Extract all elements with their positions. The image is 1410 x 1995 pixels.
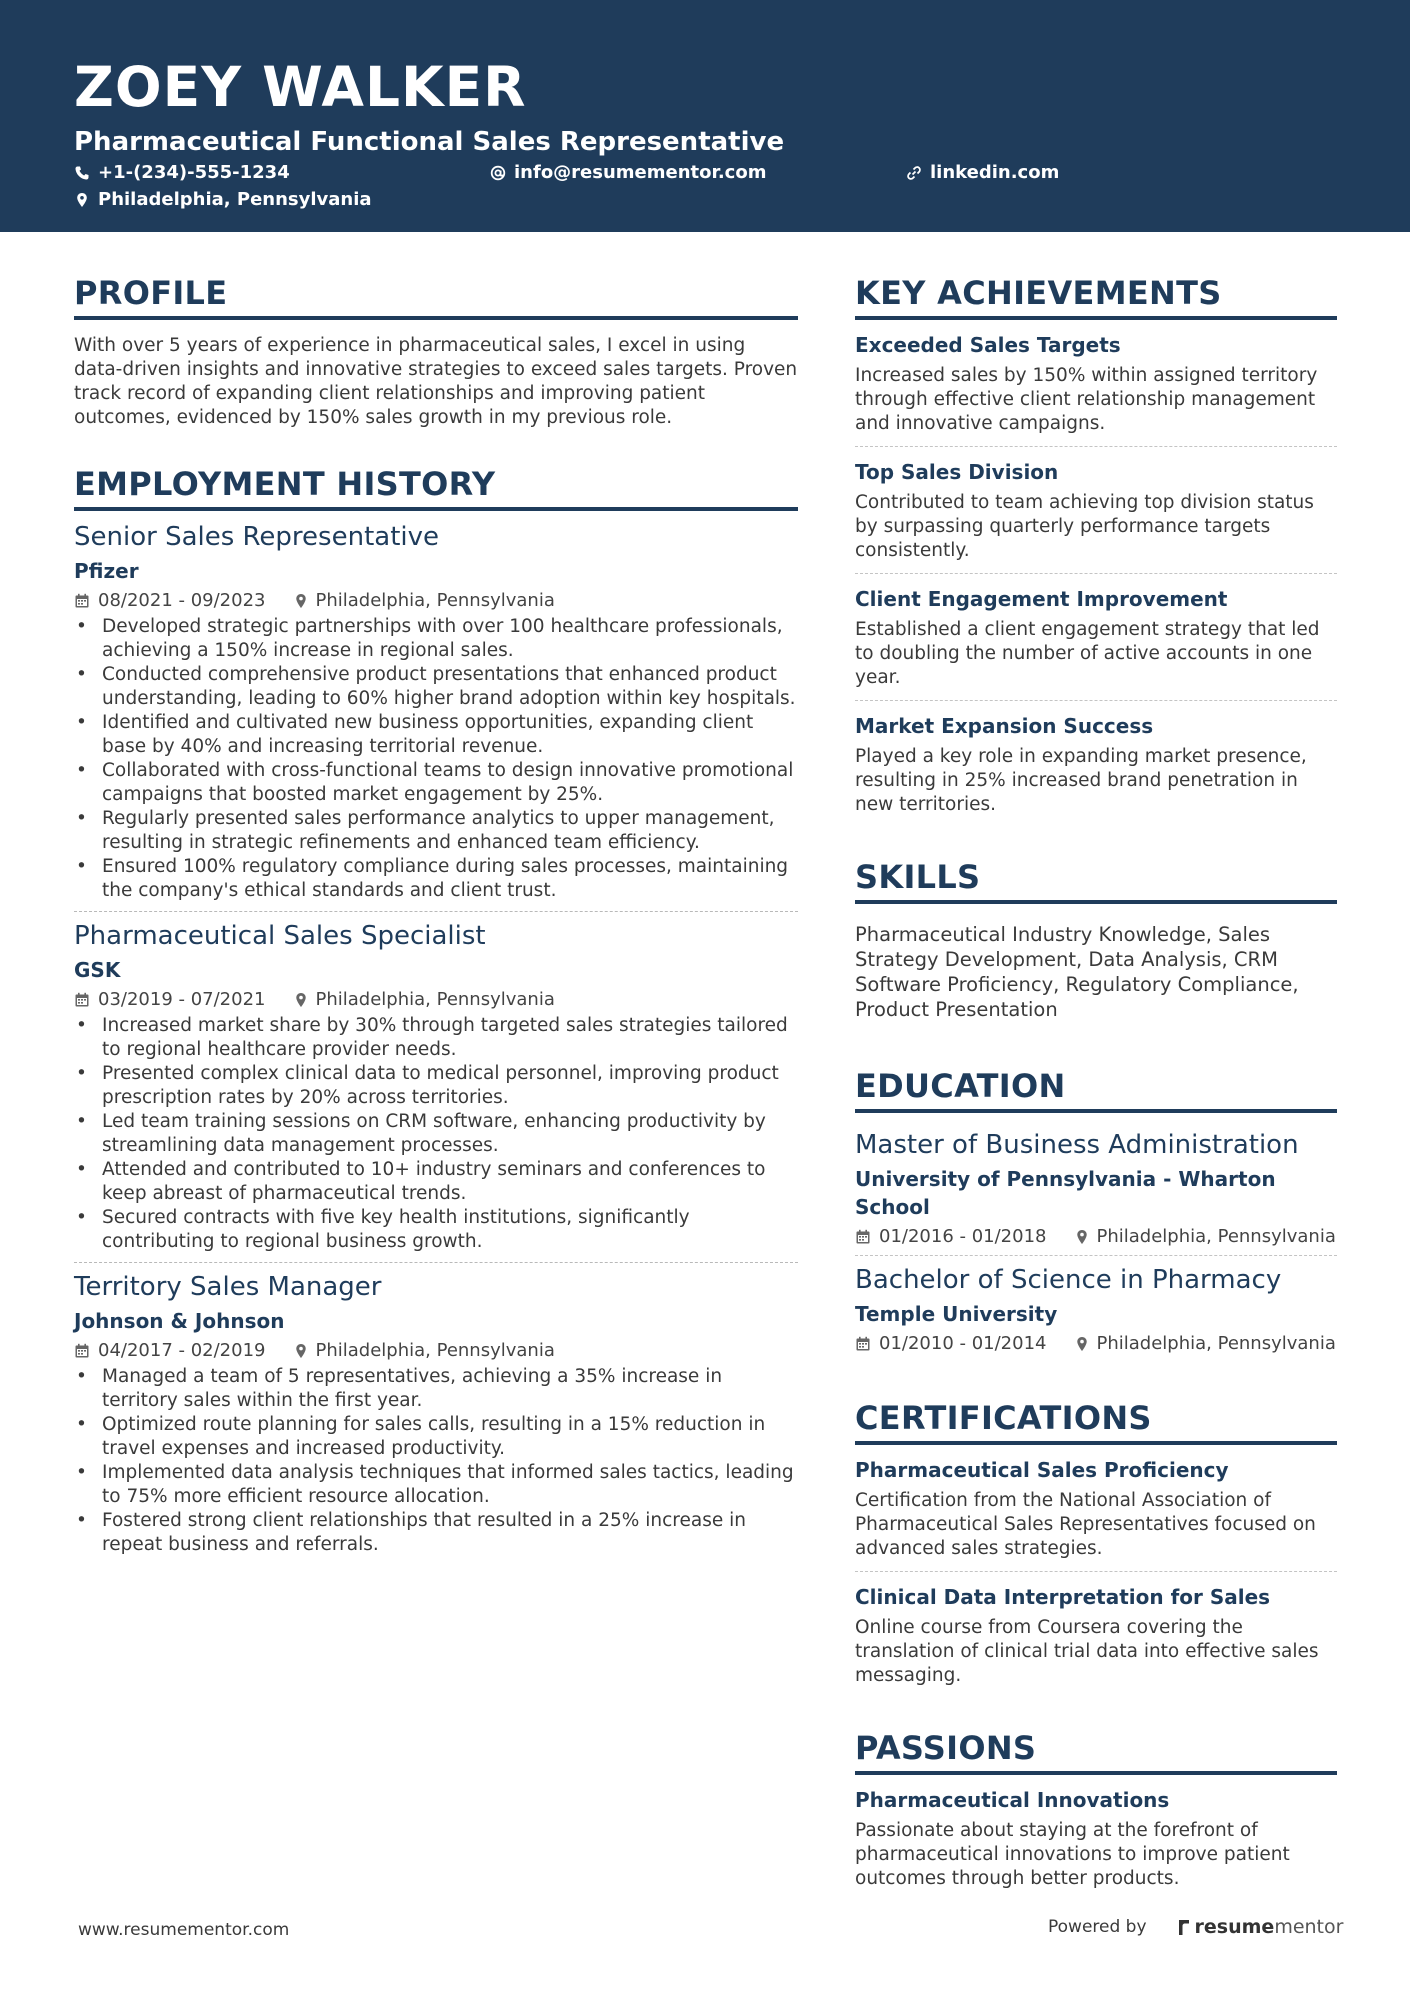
passions-section	[855, 1729, 1337, 1901]
resumementor-brand[interactable]	[1177, 1916, 1344, 1938]
job-company: GSK	[74, 958, 121, 982]
job-bullet: • Identified and cultivated new business opportunities, expanding client base by 40% and increasing territorial revenue.	[74, 711, 798, 759]
contact-location	[74, 191, 372, 209]
profile-heading: PROFILE	[74, 277, 798, 320]
education-degree: Bachelor of Science in Pharmacy	[855, 1265, 1282, 1295]
job-meta	[74, 988, 798, 1012]
skills-heading: SKILLS	[855, 861, 1337, 904]
job-bullet: • Collaborated with cross-functional teams to design innovative promotional campaigns that boosted market engagement by 25%.	[74, 759, 798, 807]
calendar-icon	[74, 593, 90, 609]
skills-section	[855, 858, 1337, 1022]
employment-section	[74, 465, 798, 1565]
education-location: Philadelphia, Pennsylvania	[1096, 1226, 1336, 1247]
education-location: Philadelphia, Pennsylvania	[1096, 1333, 1336, 1354]
education-school: Temple University	[855, 1302, 1058, 1326]
education-school: University of Pennsylvania - Wharton School	[855, 1167, 1276, 1219]
achievement-desc: Established a client engagement strategy that led to doubling the number of active accounts in one year.	[855, 619, 1320, 688]
calendar-icon	[855, 1336, 871, 1352]
link-icon	[906, 165, 922, 181]
map-pin-icon	[1075, 1229, 1089, 1245]
footer-website[interactable]: www.resumementor.com	[78, 1920, 290, 1940]
job-bullet: • Attended and contributed to 10+ industry seminars and conferences to keep abreast of pharmaceutical trends.	[74, 1158, 798, 1206]
employment-heading: EMPLOYMENT HISTORY	[74, 468, 798, 511]
right-column	[855, 274, 1337, 1901]
job-bullet: • Managed a team of 5 representatives, achieving a 35% increase in territory sales within the first year.	[74, 1365, 798, 1413]
job-list	[74, 521, 798, 1565]
education-dates: 01/2016 - 01/2018	[879, 1226, 1047, 1247]
education-dates: 01/2010 - 01/2014	[879, 1333, 1047, 1354]
job-bullet: • Increased market share by 30% through targeted sales strategies tailored to regional healthcare provider needs.	[74, 1014, 798, 1062]
job-dates: 04/2017 - 02/2019	[98, 1340, 266, 1361]
map-pin-icon	[1075, 1336, 1089, 1352]
resume-header	[0, 0, 1410, 232]
achievements-section	[855, 274, 1337, 827]
job-bullets	[74, 1365, 798, 1557]
job-bullet: • Regularly presented sales performance analytics to upper management, resulting in strategic refinements and enhanced team efficiency.	[74, 807, 798, 855]
certifications-heading: CERTIFICATIONS	[855, 1402, 1337, 1445]
job-bullet: • Led team training sessions on CRM software, enhancing productivity by streamlining data management processes.	[74, 1110, 798, 1158]
location-text: Philadelphia, Pennsylvania	[98, 189, 372, 210]
certifications-section	[855, 1399, 1337, 1698]
job-company: Johnson & Johnson	[74, 1309, 285, 1333]
certification-item	[855, 1571, 1337, 1698]
email-text: info@resumementor.com	[514, 162, 767, 183]
profile-section	[74, 274, 798, 430]
education-list	[855, 1121, 1337, 1362]
job-title: Senior Sales Representative	[74, 522, 439, 552]
achievement-title: Client Engagement Improvement	[855, 587, 1228, 611]
calendar-icon	[74, 992, 90, 1008]
contact-linkedin[interactable]	[906, 164, 1059, 182]
map-pin-icon	[294, 992, 308, 1008]
achievement-title: Top Sales Division	[855, 460, 1059, 484]
job-bullet: • Optimized route planning for sales calls, resulting in a 15% reduction in travel expenses and increased productivity.	[74, 1413, 798, 1461]
passion-title: Pharmaceutical Innovations	[855, 1788, 1170, 1812]
job-bullets	[74, 615, 798, 903]
at-icon	[490, 165, 506, 181]
resumementor-logo-icon	[1177, 1917, 1191, 1937]
achievement-item	[855, 700, 1337, 827]
job-entry	[74, 911, 798, 1262]
job-location: Philadelphia, Pennsylvania	[315, 590, 555, 611]
achievement-item	[855, 573, 1337, 700]
job-title: Territory Sales Manager	[74, 1272, 382, 1302]
map-pin-icon	[294, 1343, 308, 1359]
job-location: Philadelphia, Pennsylvania	[315, 1340, 555, 1361]
candidate-name: ZOEY WALKER	[74, 55, 527, 119]
calendar-icon	[855, 1229, 871, 1245]
achievement-list	[855, 320, 1337, 827]
job-dates: 08/2021 - 09/2023	[98, 590, 266, 611]
profile-text: With over 5 years of experience in pharmaceutical sales, I excel in using data-driven insights and innovative strategies to exceed sales targets. Proven track record of expanding client relationships and improving patient outcomes, evidenced by 150% sales growth in my previous role.	[74, 335, 798, 428]
certification-list	[855, 1445, 1337, 1698]
brand-part2: mentor	[1274, 1916, 1344, 1938]
map-pin-icon	[74, 192, 90, 208]
job-bullet: • Implemented data analysis techniques that informed sales tactics, leading to 75% more efficient resource allocation.	[74, 1461, 798, 1509]
map-pin-icon	[294, 593, 308, 609]
left-column	[74, 274, 798, 1565]
achievement-desc: Played a key role in expanding market presence, resulting in 25% increased brand penetration in new territories.	[855, 746, 1307, 815]
passions-heading: PASSIONS	[855, 1732, 1337, 1775]
education-section	[855, 1067, 1337, 1362]
job-bullet: • Presented complex clinical data to medical personnel, improving product prescription rates by 20% across territories.	[74, 1062, 798, 1110]
job-meta	[74, 1339, 798, 1363]
job-bullets	[74, 1014, 798, 1254]
achievement-desc: Contributed to team achieving top division status by surpassing quarterly performance targets consistently.	[855, 492, 1314, 561]
contact-email[interactable]	[490, 164, 766, 182]
education-degree: Master of Business Administration	[855, 1130, 1299, 1160]
achievement-item	[855, 446, 1337, 573]
passion-desc: Passionate about staying at the forefront of pharmaceutical innovations to improve patient outcomes through better products.	[855, 1820, 1290, 1889]
job-bullet: • Ensured 100% regulatory compliance during sales processes, maintaining the company's ethical standards and client trust.	[74, 855, 798, 903]
linkedin-text: linkedin.com	[930, 162, 1060, 183]
achievement-title: Market Expansion Success	[855, 714, 1154, 738]
phone-icon	[74, 165, 90, 181]
passion-list	[855, 1775, 1337, 1901]
job-location: Philadelphia, Pennsylvania	[315, 989, 555, 1010]
achievement-title: Exceeded Sales Targets	[855, 333, 1121, 357]
job-entry	[74, 521, 798, 911]
achievements-heading: KEY ACHIEVEMENTS	[855, 277, 1337, 320]
job-bullet: • Secured contracts with five key health institutions, significantly contributing to regional business growth.	[74, 1206, 798, 1254]
job-bullet: • Developed strategic partnerships with over 100 healthcare professionals, achieving a 150% increase in regional sales.	[74, 615, 798, 663]
footer-powered	[1048, 1916, 1343, 1938]
certification-title: Clinical Data Interpretation for Sales	[855, 1585, 1271, 1609]
calendar-icon	[74, 1343, 90, 1359]
certification-desc: Certification from the National Association of Pharmaceutical Sales Representatives focused on advanced sales strategies.	[855, 1490, 1316, 1559]
education-heading: EDUCATION	[855, 1070, 1337, 1113]
phone-text: +1-(234)-555-1234	[98, 162, 290, 183]
candidate-title: Pharmaceutical Functional Sales Representative	[74, 127, 785, 157]
job-bullet: • Conducted comprehensive product presentations that enhanced product understanding, leading to 60% higher brand adoption within key hospitals.	[74, 663, 798, 711]
skills-text: Pharmaceutical Industry Knowledge, Sales Strategy Development, Data Analysis, CRM Software Proficiency, Regulatory Compliance, Product Presentation	[855, 923, 1299, 1021]
job-dates: 03/2019 - 07/2021	[98, 989, 266, 1010]
education-item	[855, 1121, 1337, 1255]
education-item	[855, 1255, 1337, 1362]
achievement-item	[855, 320, 1337, 446]
brand-part1: resume	[1194, 1916, 1275, 1938]
contact-phone[interactable]	[74, 164, 290, 182]
powered-by-label: Powered by	[1048, 1917, 1147, 1937]
job-company: Pfizer	[74, 559, 139, 583]
passion-item	[855, 1775, 1337, 1901]
certification-title: Pharmaceutical Sales Proficiency	[855, 1458, 1229, 1482]
job-meta	[74, 589, 798, 613]
education-meta	[855, 1332, 1337, 1356]
certification-item	[855, 1445, 1337, 1571]
job-entry	[74, 1262, 798, 1565]
job-title: Pharmaceutical Sales Specialist	[74, 921, 486, 951]
education-meta	[855, 1225, 1337, 1249]
job-bullet: • Fostered strong client relationships that resulted in a 25% increase in repeat business and referrals.	[74, 1509, 798, 1557]
certification-desc: Online course from Coursera covering the translation of clinical trial data into effective sales messaging.	[855, 1617, 1319, 1686]
achievement-desc: Increased sales by 150% within assigned territory through effective client relationship management and innovative campaigns.	[855, 365, 1318, 434]
